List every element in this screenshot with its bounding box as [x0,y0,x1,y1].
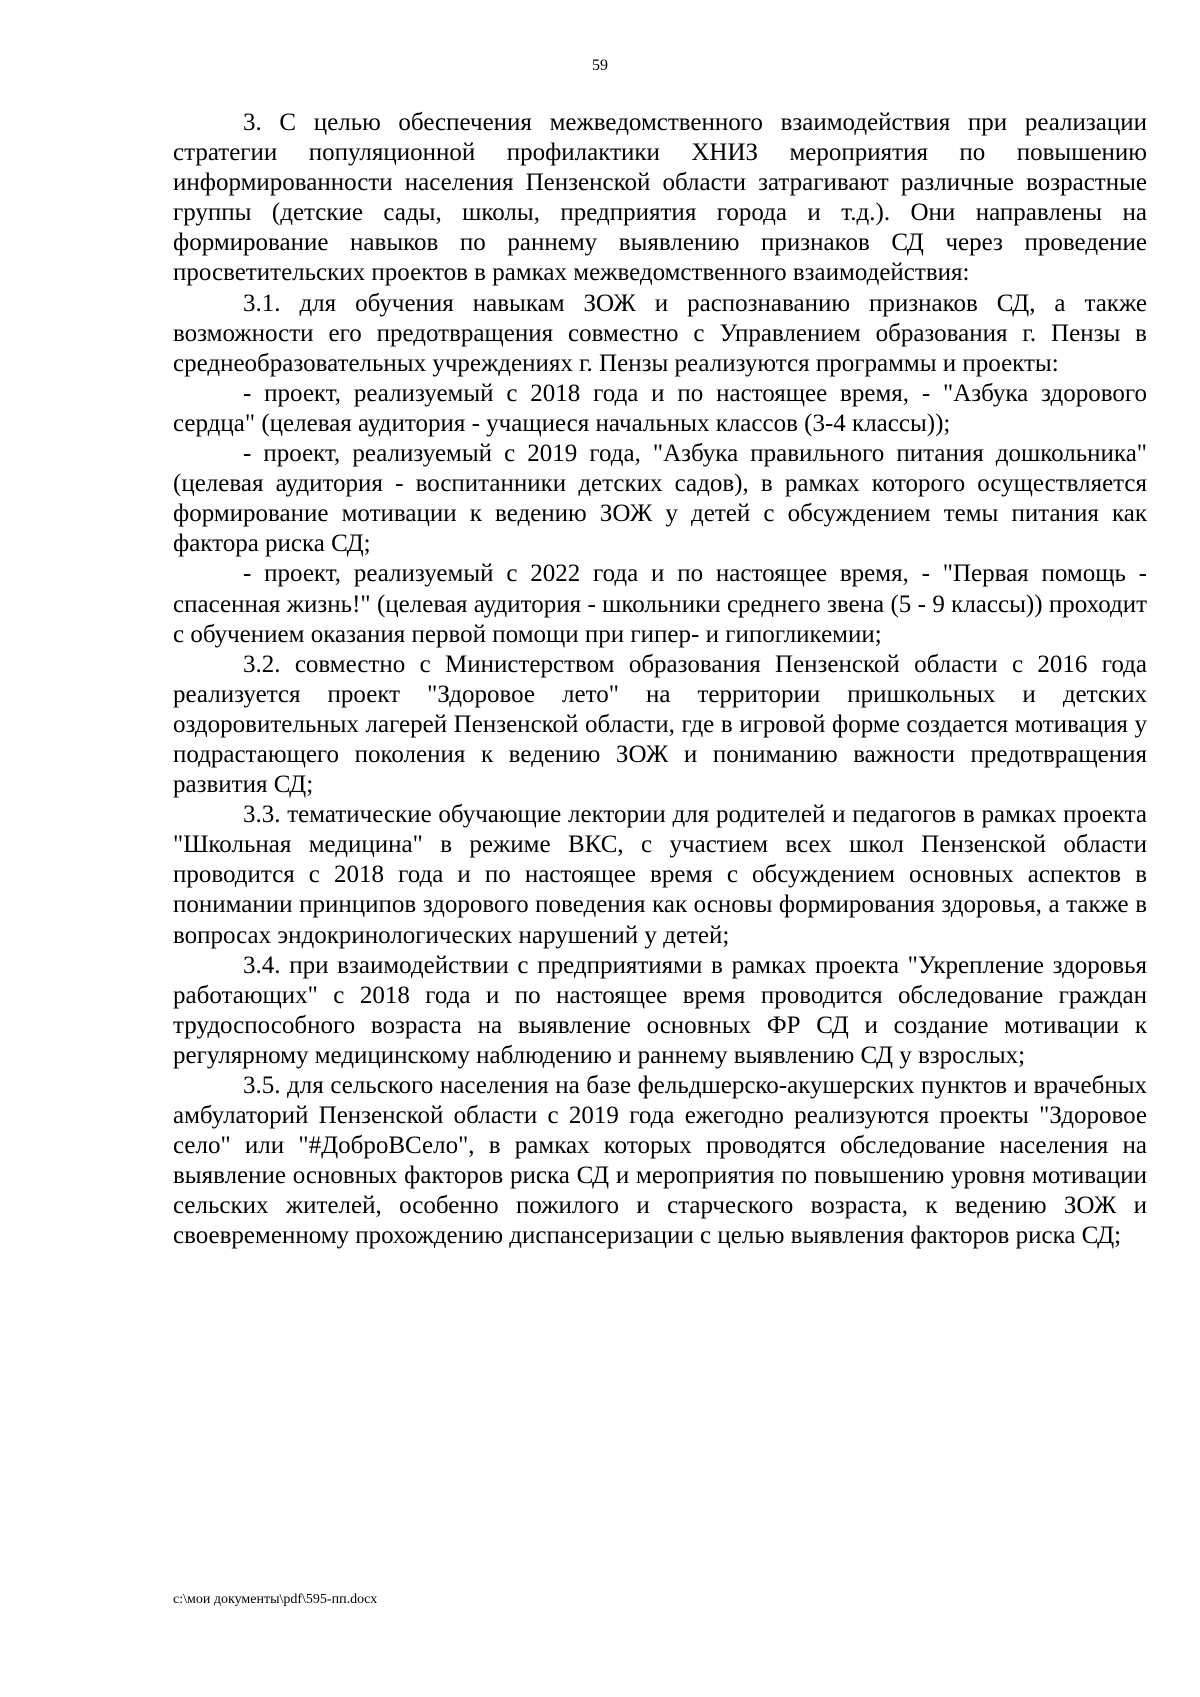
document-body [173,108,1147,1252]
paragraph-project-heart-abc: - проект, реализуемый с 2018 года и по настоящее время, - "Азбука здорового сердца" (целевая аудитория - учащиеся начальных классов (3-4 классы)); [173,379,1147,437]
paragraph-project-first-aid: - проект, реализуемый с 2022 года и по настоящее время, - "Первая помощь - спасенная жизнь!" (целевая аудитория - школьники среднего звена (5 - 9 классы)) проходит с обучением оказания первой помощи при гипер- и гипогликемии; [173,560,1147,648]
paragraph-3-5: 3.5. для сельского населения на базе фельдшерско-акушерских пунктов и врачебных амбулаторий Пензенской области с 2019 года ежегодно реализуются проекты "Здоровое село" или "#ДоброВСело", в рамках которых проводятся обследование населения на выявление основных факторов риска СД и мероприятия по повышению уровня мотивации сельских жителей, особенно пожилого и старческого возраста, к ведению ЗОЖ и своевременному прохождению диспансеризации с целью выявления факторов риска СД; [173,1072,1147,1250]
page-number: 59 [592,57,608,74]
paragraph-3-3: 3.3. тематические обучающие лектории для родителей и педагогов в рамках проекта "Школьная медицина" в режиме ВКС, с участием всех школ Пензенской области проводится с 2018 года и по настоящее время с обсуждением основных аспектов в понимании принципов здорового поведения как основы формирования здоровья, а также в вопросах эндокринологических нарушений у детей; [173,801,1147,949]
paragraph-3-4: 3.4. при взаимодействии с предприятиями в рамках проекта "Укрепление здоровья работающих" с 2018 года и по настоящее время проводится обследование граждан трудоспособного возраста на выявление основных ФР СД и создание мотивации к регулярному медицинскому наблюдению и раннему выявлению СД у взрослых; [173,951,1147,1069]
paragraph-3: 3. С целью обеспечения межведомственного взаимодействия при реализации стратегии популяционной профилактики ХНИЗ мероприятия по повышению информированности населения Пензенской области затрагивают различные возрастные группы (детские сады, школы, предприятия города и т.д.). Они направлены на формирование навыков по раннему выявлению признаков СД через проведение просветительских проектов в рамках межведомственного взаимодействия: [173,109,1147,287]
paragraph-3-1: 3.1. для обучения навыкам ЗОЖ и распознаванию признаков СД, а также возможности его предотвращения совместно с Управлением образования г. Пензы в среднеобразовательных учреждениях г. Пензы реализуются программы и проекты: [173,289,1147,377]
paragraph-project-nutrition-abc: - проект, реализуемый с 2019 года, "Азбука правильного питания дошкольника" (целевая аудитория - воспитанники детских садов), в рамках которого осуществляется формирование мотивации к ведению ЗОЖ у детей с обсуждением темы питания как фактора риска СД; [173,440,1147,558]
footer-file-path: c:\мои документы\pdf\595-пп.docx [173,1592,378,1607]
paragraph-3-2: 3.2. совместно с Министерством образования Пензенской области с 2016 года реализуется проект "Здоровое лето" на территории пришкольных и детских оздоровительных лагерей Пензенской области, где в игровой форме создается мотивация у подрастающего поколения к ведению ЗОЖ и пониманию важности предотвращения развития СД; [173,650,1147,799]
